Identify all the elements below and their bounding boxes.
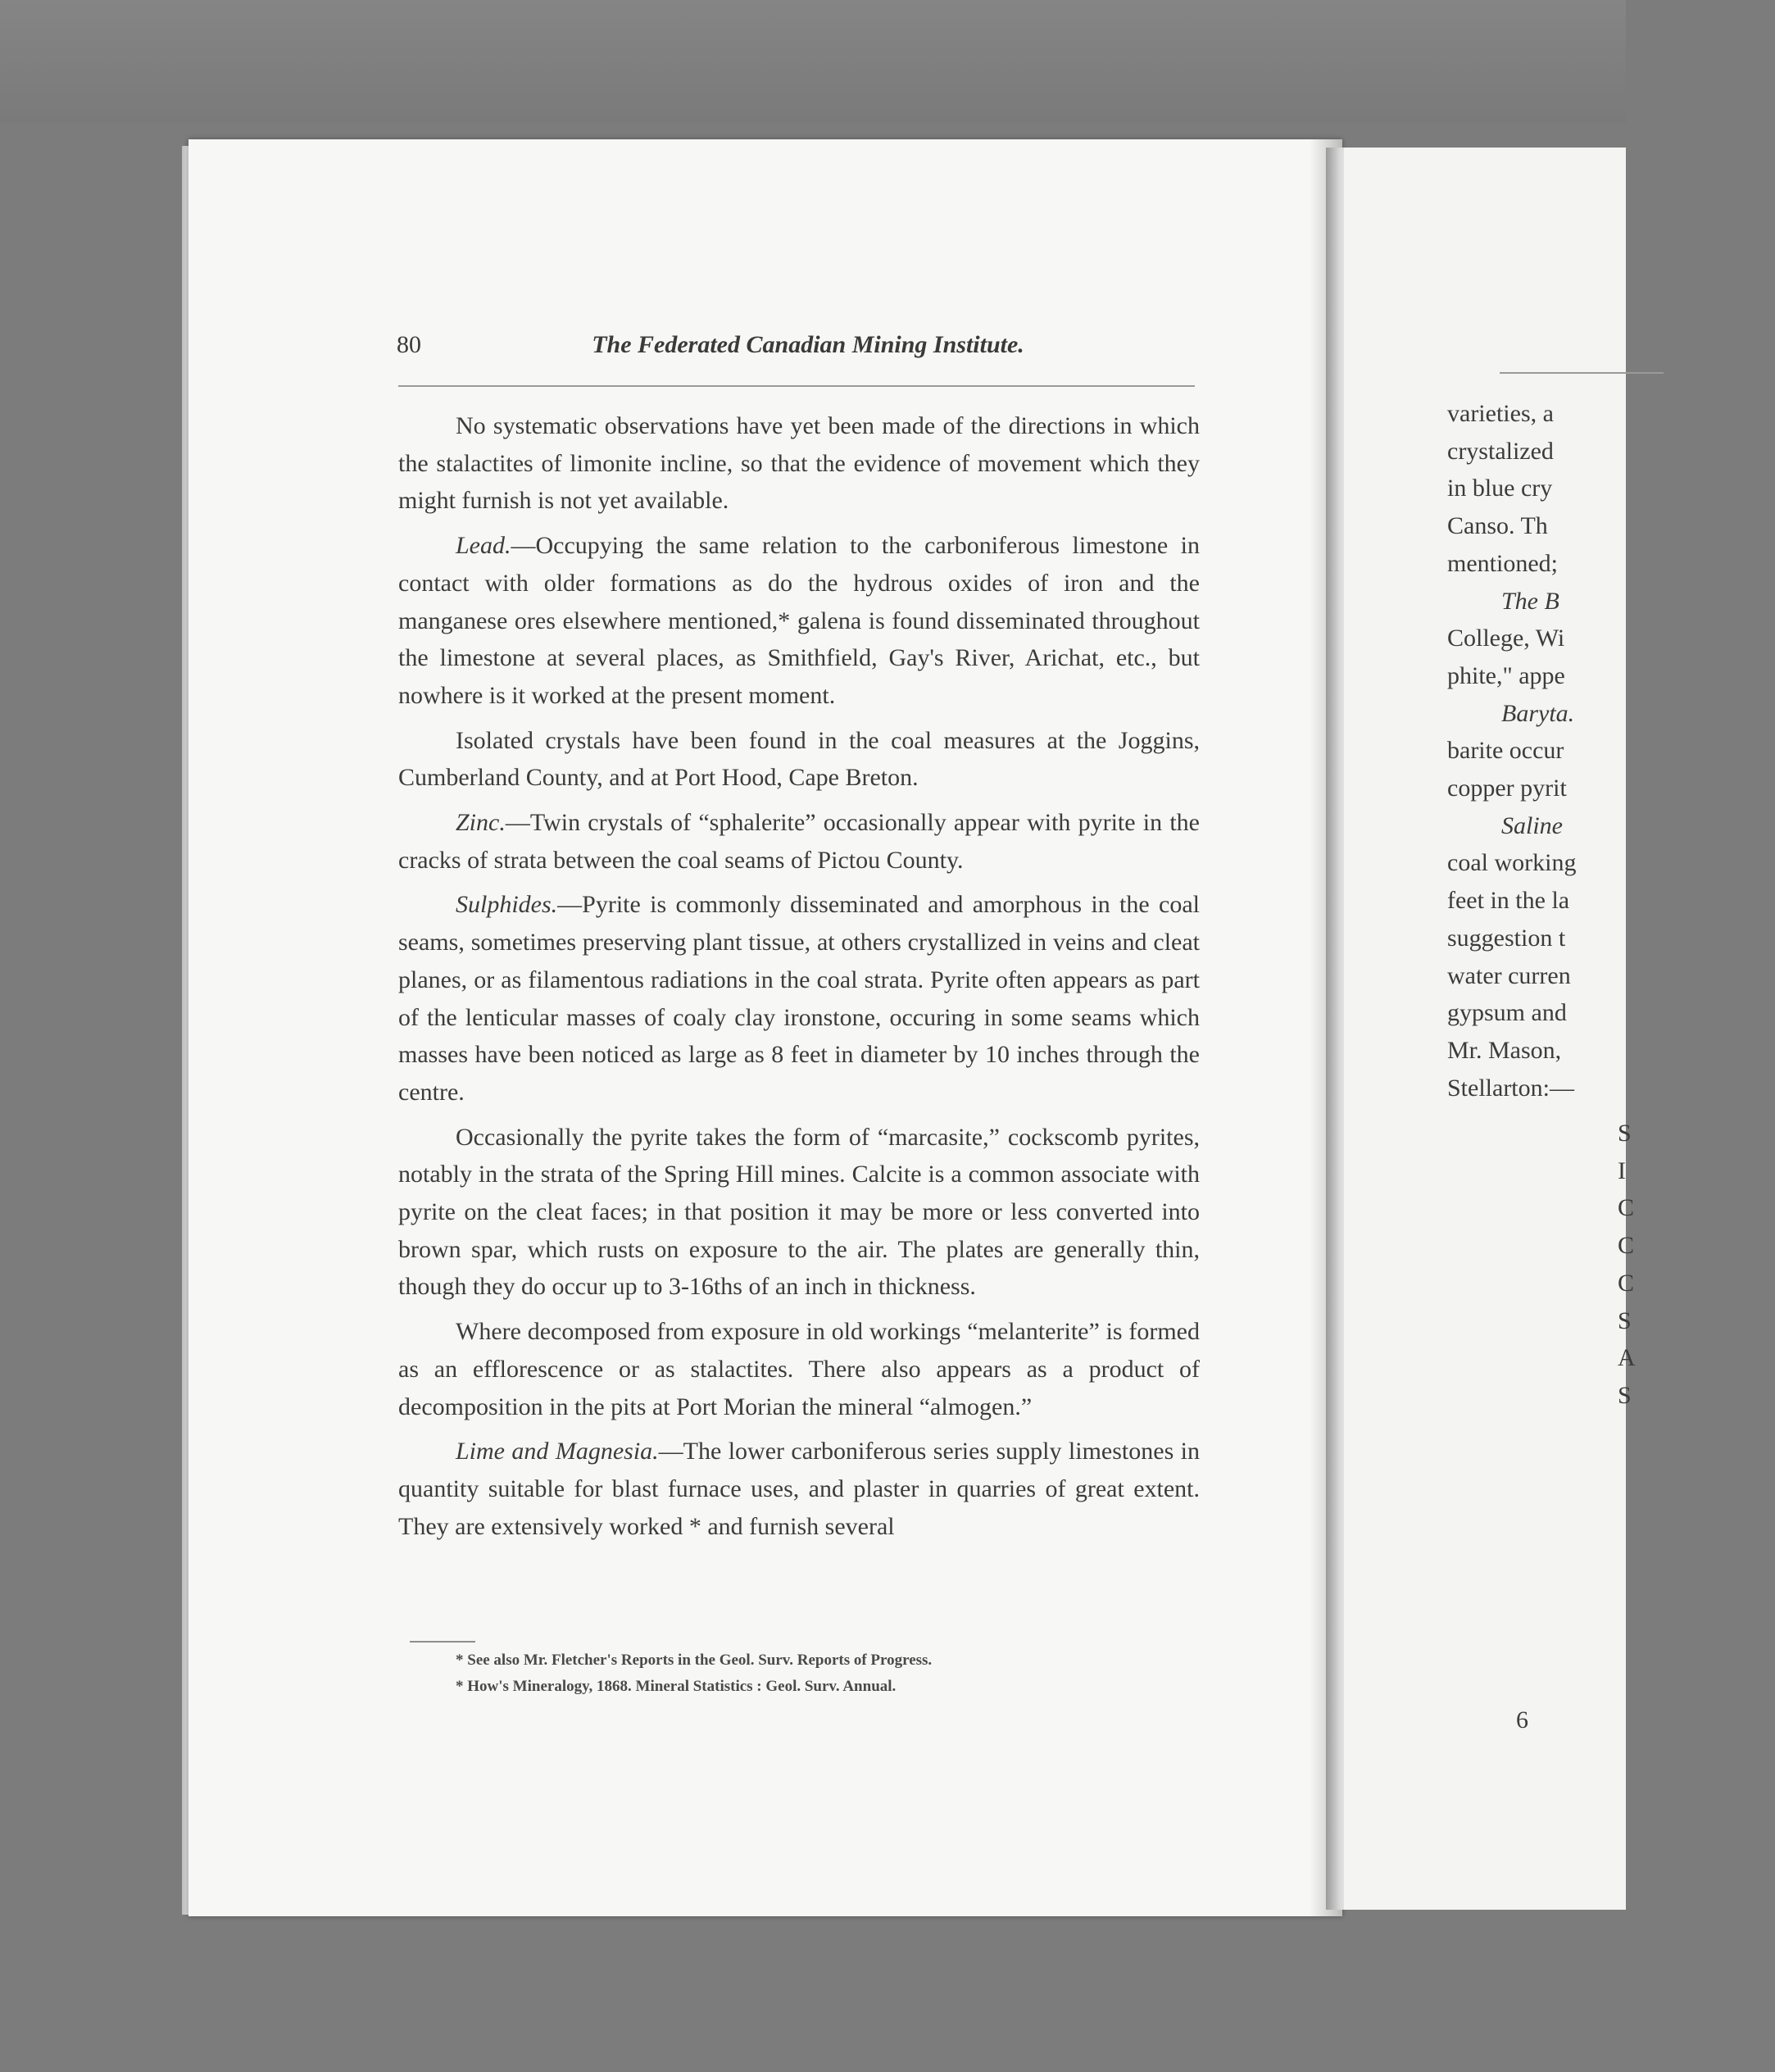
column-letter: S — [1618, 1381, 1632, 1409]
right-page-line-italic: The B — [1501, 587, 1559, 615]
right-page-line-italic: Saline — [1501, 811, 1563, 839]
right-page-line: feet in the la — [1447, 887, 1570, 915]
paragraph: Where decomposed from exposure in old workings “melanterite” is formed as an efflorescence or as stalactites. There also appears as a product of decomposition in the pits at Port Morian the mineral “almogen.” — [398, 1318, 1200, 1420]
running-title: The Federated Canadian Mining Institute. — [592, 331, 1024, 358]
paragraph-text: —Pyrite is commonly disseminated and amorphous in the coal seams, sometimes preserving plant tissue, at others crystallized in veins and cleat planes, or as filamentous radiations in the coal strata. Pyrite often appears as part of the lenticular masses of coaly clay ironstone, occuring in some seams which masses have been noticed as large as 8 feet in diameter by 10 inches through the centre. — [398, 891, 1200, 1106]
section-heading: Zinc. — [456, 809, 506, 837]
right-page-header-rule — [1500, 372, 1664, 374]
header-rule — [398, 385, 1195, 387]
right-page-line: crystalized — [1447, 437, 1554, 465]
right-page-line: gypsum and — [1447, 999, 1567, 1027]
column-letter: S — [1618, 1120, 1632, 1147]
column-letter: C — [1618, 1232, 1635, 1260]
right-page-column-letters — [1618, 1115, 1636, 1415]
column-letter: A — [1618, 1344, 1636, 1372]
right-page-line: water curren — [1447, 961, 1571, 989]
right-page-line: College, Wi — [1447, 625, 1565, 652]
footnotes — [456, 1647, 1177, 1700]
paragraph: Occasionally the pyrite takes the form of “marcasite,” cockscomb pyrites, notably in the strata of the Spring Hill mines. Calcite is a common associate with pyrite on the cleat faces; in that position it may be more or less converted into brown spar, which rusts on exposure to the air. The plates are generally thin, though they do occur up to 3-16ths of an inch in thickness. — [398, 1123, 1200, 1301]
paragraph — [398, 886, 1200, 1111]
right-page-line — [1447, 695, 1775, 733]
right-page-line: varieties, a — [1447, 400, 1554, 427]
paragraph — [398, 1433, 1200, 1545]
right-page-line: copper pyrit — [1447, 775, 1567, 802]
page-number: 80 — [397, 331, 421, 358]
right-page-text — [1447, 395, 1775, 1106]
right-page-line: barite occur — [1447, 737, 1564, 765]
paragraph-text: —The lower carboniferous series supply limestones in quantity suitable for blast furnace uses, and plaster in quarries of great extent. They are extensively worked * and furnish several — [398, 1438, 1200, 1540]
page-header — [397, 331, 1195, 364]
paragraph — [398, 527, 1200, 715]
column-letter: I — [1618, 1156, 1626, 1184]
right-page-number: 6 — [1516, 1706, 1528, 1733]
paragraph: No systematic observations have yet been made of the directions in which the stalactites of limonite incline, so that the evidence of movement which they might furnish is not yet available. — [398, 412, 1200, 515]
column-letter: C — [1618, 1269, 1635, 1297]
right-page-line: coal working — [1447, 849, 1577, 877]
footnote: * How's Mineralogy, 1868. Mineral Statistics : Geol. Surv. Annual. — [456, 1678, 897, 1695]
right-page — [1344, 148, 1636, 1910]
right-page-line — [1447, 583, 1775, 620]
right-page-line: Mr. Mason, — [1447, 1036, 1562, 1064]
right-page-line: Canso. Th — [1447, 512, 1548, 540]
section-heading: Lead. — [456, 532, 511, 560]
paragraph — [398, 804, 1200, 879]
section-heading: Lime and Magnesia. — [456, 1438, 659, 1465]
column-letter: S — [1618, 1306, 1632, 1334]
scanner-backdrop — [0, 0, 1626, 123]
right-page-line: Stellarton:— — [1447, 1074, 1574, 1102]
paragraph-text: —Occupying the same relation to the carboniferous limestone in contact with older formations as do the hydrous oxides of iron and the manganese ores elsewhere mentioned,* galena is found disseminated throughout the limestone at several places, as Smithfield, Gay's River, Arichat, etc., but nowhere is it worked at the present moment. — [398, 532, 1200, 709]
footnote: * See also Mr. Fletcher's Reports in the Geol. Surv. Reports of Progress. — [456, 1652, 933, 1669]
right-page-line: phite," appe — [1447, 661, 1565, 689]
paragraph: Isolated crystals have been found in the coal measures at the Joggins, Cumberland County, and at Port Hood, Cape Breton. — [398, 726, 1200, 792]
right-page-line — [1447, 807, 1775, 845]
right-page-line-italic: Baryta. — [1501, 699, 1575, 727]
paragraph-text: —Twin crystals of “sphalerite” occasionally appear with pyrite in the cracks of strata between the coal seams of Pictou County. — [398, 809, 1200, 874]
footnote-rule — [410, 1641, 475, 1643]
column-letter: C — [1618, 1194, 1635, 1222]
section-heading: Sulphides. — [456, 891, 558, 919]
right-page-line: suggestion t — [1447, 924, 1566, 952]
right-page-line: in blue cry — [1447, 475, 1553, 502]
body-text — [398, 407, 1200, 1552]
right-page-line: mentioned; — [1447, 549, 1558, 577]
